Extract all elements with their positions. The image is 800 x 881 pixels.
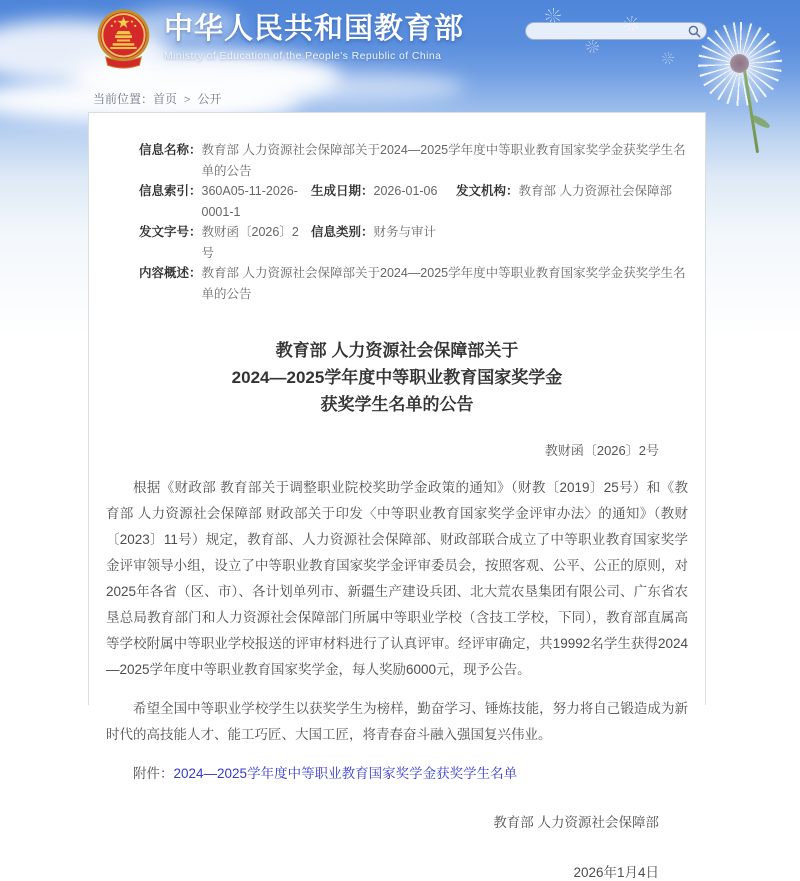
- site-subtitle: Ministry of Education of the People's Republic of China: [164, 50, 442, 62]
- site-title: 中华人民共和国教育部: [164, 13, 465, 45]
- info-row-summary: [139, 263, 687, 304]
- info-value-docno: 教财函〔2026〕2号: [201, 225, 299, 260]
- info-value-date: 2026-01-06: [373, 184, 438, 198]
- info-label-docno: 发文字号：: [139, 225, 202, 239]
- search-button[interactable]: [686, 24, 702, 38]
- search-input[interactable]: [536, 24, 686, 38]
- info-row-name: [139, 140, 687, 181]
- dandelion-leaf: [749, 113, 772, 130]
- attachment-label: 附件：: [133, 766, 174, 781]
- document-title-line: 获奖学生名单的公告: [320, 395, 474, 414]
- national-emblem-icon: [95, 8, 152, 70]
- search-box: [525, 22, 707, 40]
- info-label-category: 信息类别：: [311, 225, 374, 239]
- breadcrumb: [93, 90, 221, 107]
- info-value-summary: 教育部 人力资源社会保障部关于2024—2025学年度中等职业教育国家奖学金获奖学生名单的公告: [201, 266, 686, 301]
- document-title-line: 教育部 人力资源社会保障部关于: [275, 341, 519, 360]
- search-icon: [688, 25, 701, 38]
- body-paragraph: 根据《财政部 教育部关于调整职业院校奖助学金政策的通知》（财教〔2019〕25号）和《教育部 人力资源社会保障部 财政部关于印发〈中等职业教育国家奖学金评审办法〉的通知》（教财〔2023〕11号）规定，教育部、人力资源社会保障部、财政部联合成立了中等职业教育国家奖学金评审领导小组，设立了中等职业教育国家奖学金评审委员会，按照客观、公平、公正的原则，对2025年各省（区、市）、各计划单列市、新疆生产建设兵团、北大荒农垦集团有限公司、广东省农垦总局教育部门和人力资源社会保障部门所属中等职业学校（含技工学校，下同），教育部直属高等学校附属中等职业学校报送的评审材料进行了认真评审。经评审确定，共19992名学生获得2024—2025学年度中等职业教育国家奖学金，每人奖励6000元，现予公告。: [106, 480, 688, 677]
- info-value-category: 财务与审计: [373, 225, 437, 239]
- cloud-decoration: [235, 72, 465, 102]
- info-value-name: 教育部 人力资源社会保障部关于2024—2025学年度中等职业教育国家奖学金获奖学生名单的公告: [201, 143, 686, 178]
- info-value-agency: 教育部 人力资源社会保障部: [518, 184, 672, 198]
- document-body: [106, 475, 688, 748]
- document-number: 教财函〔2026〕2号: [544, 443, 659, 458]
- attachment-link[interactable]: 2024—2025学年度中等职业教育国家奖学金获奖学生名单: [173, 766, 518, 781]
- info-panel: [139, 140, 687, 304]
- logo-text: [164, 8, 464, 62]
- dandelion-stem: [743, 70, 759, 153]
- dandelion-core: [730, 54, 749, 73]
- document-title-line: 2024—2025学年度中等职业教育国家奖学金: [231, 368, 563, 387]
- content-card: [88, 112, 706, 880]
- info-label-index: 信息索引：: [139, 184, 202, 198]
- breadcrumb-separator: >: [184, 94, 191, 106]
- breadcrumb-prefix: 当前位置：: [93, 92, 154, 106]
- site-logo[interactable]: [95, 8, 464, 70]
- dandelion-head: [698, 22, 782, 106]
- breadcrumb-home-link[interactable]: 首页: [153, 92, 178, 106]
- breadcrumb-gongkai-link[interactable]: 公开: [197, 92, 222, 106]
- attachment-row: [106, 761, 688, 787]
- info-row-index: [139, 181, 687, 222]
- dandelion-seed: [586, 40, 599, 53]
- info-label-agency: 发文机构：: [456, 184, 519, 198]
- dandelion-seed: [662, 52, 674, 64]
- info-value-index: 360A05-11-2026-0001-1: [201, 184, 298, 219]
- info-label-name: 信息名称：: [139, 143, 202, 157]
- info-label-summary: 内容概述：: [139, 266, 202, 280]
- info-label-date: 生成日期：: [311, 184, 374, 198]
- signature: 教育部 人力资源社会保障部: [493, 815, 659, 830]
- document-title: [89, 337, 705, 418]
- body-paragraph: 希望全国中等职业学校学生以获奖学生为榜样，勤奋学习、锤炼技能，努力将自己锻造成为新时代的高技能人才、能工巧匠、大国工匠，将青春奋斗融入强国复兴伟业。: [106, 701, 688, 742]
- info-row-docno: [139, 222, 687, 263]
- document-date: 2026年1月4日: [573, 865, 659, 880]
